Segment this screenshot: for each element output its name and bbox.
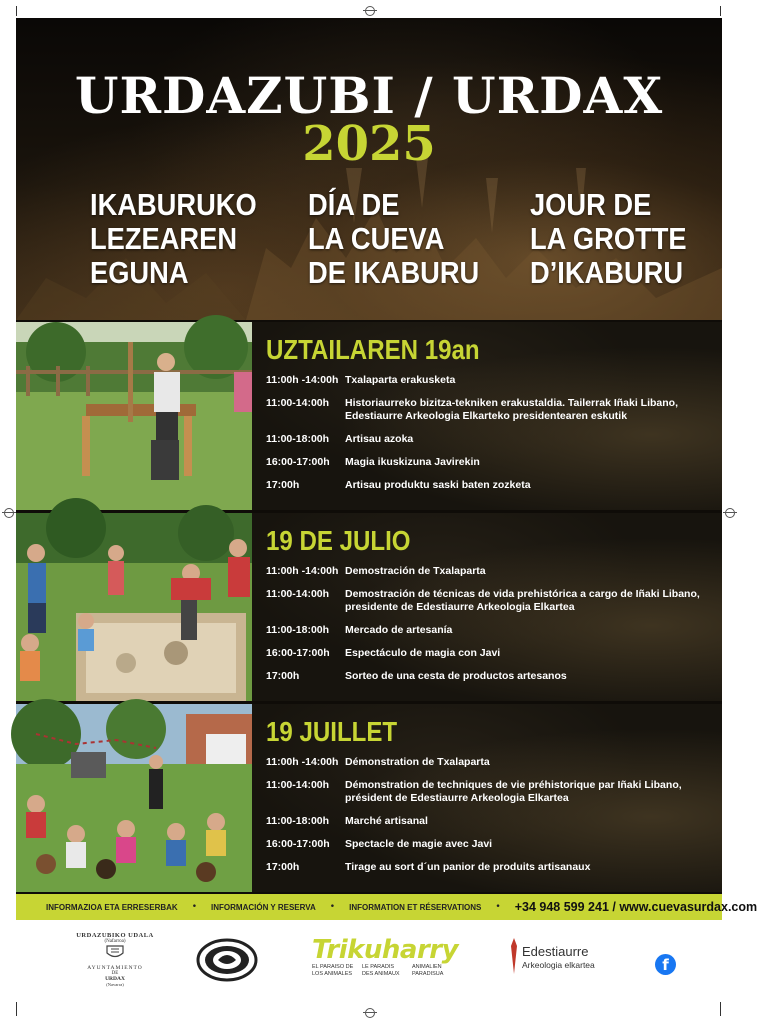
logo-text: Edestiaurre: [522, 944, 589, 959]
title-basque: [90, 188, 257, 290]
activity: Artisau azoka: [345, 433, 414, 445]
activity: Démonstration de techniques de vie préhistorique par Iñaki Libano, président de Edestiaurre Arkeologia Elkartea: [345, 779, 682, 804]
schedule-row: [266, 624, 718, 637]
time: 11:00-14:00h: [266, 779, 330, 791]
section-title: UZTAILAREN 19an: [266, 334, 480, 365]
schedule-row: [266, 779, 718, 805]
title-line: LEZEAREN: [90, 221, 238, 256]
time: 11:00-18:00h: [266, 624, 330, 636]
schedule-row: [266, 565, 718, 578]
time: 11:00-14:00h: [266, 397, 330, 409]
urdazubi-council-logo: [70, 932, 160, 987]
crop-mark: [720, 1002, 721, 1016]
schedule-row: [266, 588, 718, 614]
time: 17:00h: [266, 670, 300, 682]
time: 11:00-18:00h: [266, 433, 330, 445]
title-line: IKABURUKO: [90, 187, 257, 222]
time: 11:00h -14:00h: [266, 374, 339, 386]
bullet: •: [329, 902, 336, 912]
logo-text: Arkeologia elkartea: [522, 960, 595, 970]
crop-mark: [16, 1002, 17, 1016]
schedule-row: [266, 861, 718, 874]
schedule-basque: [16, 322, 722, 510]
time: 17:00h: [266, 479, 300, 491]
activity: Spectacle de magie avec Javi: [345, 838, 493, 850]
schedule-row: [266, 479, 718, 492]
title-line: JOUR DE: [530, 187, 652, 222]
coat-of-arms-icon: [105, 944, 125, 960]
schedule-spanish: [16, 513, 722, 701]
activity: Magia ikuskizuna Javirekin: [345, 456, 480, 468]
activity: Tirage au sort d´un panior de produits artisanaux: [345, 861, 591, 873]
title-french: [530, 188, 687, 290]
logo-text: LE PARADIS DES ANIMAUX: [362, 964, 400, 977]
schedule-list: [266, 756, 718, 884]
main-title: URDAZUBI / URDAX: [74, 66, 664, 125]
photo-workshop: [16, 513, 252, 701]
section-title: 19 JUILLET: [266, 716, 398, 747]
info-label-spanish: INFORMACIÓN Y RESERVA: [211, 902, 316, 912]
photo-magic-show: [16, 704, 252, 892]
registration-mark-icon: [365, 1008, 375, 1018]
time: 17:00h: [266, 861, 300, 873]
activity: Demostración de técnicas de vida prehistórica a cargo de Iñaki Libano, presidente de Edestiaurre Arkeologia Elkartea: [345, 588, 700, 613]
title-line: DÍA DE: [308, 187, 400, 222]
activity: Txalaparta erakusketa: [345, 374, 456, 386]
edestiaurre-logo: [512, 938, 612, 970]
schedule-list: [266, 374, 718, 502]
sponsor-logos: [0, 928, 738, 988]
registration-mark-icon: [4, 508, 14, 518]
logo-text: (Navarra): [106, 982, 124, 987]
logo-text: AYUNTAMIENTO: [87, 965, 143, 971]
activity: Sorteo de una cesta de productos artesanos: [345, 670, 567, 682]
time: 16:00-17:00h: [266, 647, 330, 659]
bullet: •: [495, 902, 501, 912]
schedule-row: [266, 433, 718, 446]
info-label-basque: INFORMAZIOA ETA ERRESERBAK: [46, 902, 178, 912]
facebook-icon[interactable]: f: [655, 954, 676, 975]
year: 2025: [302, 116, 436, 172]
time: 11:00-14:00h: [266, 588, 330, 600]
crop-mark: [720, 6, 721, 16]
activity: Mercado de artesanía: [345, 624, 453, 636]
time: 16:00-17:00h: [266, 838, 330, 850]
schedule-row: [266, 838, 718, 851]
time: 11:00h -14:00h: [266, 756, 339, 768]
schedule-row: [266, 756, 718, 769]
activity: Historiaurreko bizitza-tekniken erakustaldia. Tailerrak Iñaki Libano, Edestiaurre Arkeologia Elkarteko presidentearen eskutik: [345, 397, 678, 422]
bullet: •: [191, 902, 198, 912]
time: 11:00-18:00h: [266, 815, 330, 827]
contact-link[interactable]: +34 948 599 241 / www.cuevasurdax.com: [514, 900, 757, 914]
schedule-row: [266, 374, 718, 387]
schedule-row: [266, 670, 718, 683]
header: [16, 18, 722, 320]
logo-text: (Nafarroa): [104, 939, 126, 944]
activity: Artisau produktu saski baten zozketa: [345, 479, 531, 491]
title-spanish: [308, 188, 479, 290]
title-line: DE IKABURU: [308, 255, 480, 290]
title-line: LA GROTTE: [530, 221, 687, 256]
time: 16:00-17:00h: [266, 456, 330, 468]
contact-band: [16, 894, 757, 920]
activity: Démonstration de Txalaparta: [345, 756, 490, 768]
activity: Espectáculo de magia con Javi: [345, 647, 501, 659]
activity: Demostración de Txalaparta: [345, 565, 486, 577]
schedule-row: [266, 397, 718, 423]
time: 11:00h -14:00h: [266, 565, 339, 577]
spear-icon: [510, 938, 518, 974]
registration-mark-icon: [365, 6, 375, 16]
schedule-row: [266, 647, 718, 660]
schedule-french: [16, 704, 722, 892]
crop-mark: [16, 6, 17, 16]
logo-text: URDAZUBIKO UDALA: [76, 932, 154, 939]
schedule-list: [266, 565, 718, 693]
activity: Marché artisanal: [345, 815, 428, 827]
poster: [16, 18, 757, 920]
title-line: D’IKABURU: [530, 255, 684, 290]
logo-text: URDAX: [105, 976, 125, 982]
logo-text: DE: [111, 971, 119, 976]
title-line: EGUNA: [90, 255, 189, 290]
schedule-row: [266, 456, 718, 469]
photo-txalaparta: [16, 322, 252, 510]
cave-seal-logo: [196, 938, 258, 982]
logo-text: Trikuharry: [312, 935, 459, 965]
registration-mark-icon: [725, 508, 735, 518]
section-title: 19 DE JULIO: [266, 525, 411, 556]
title-line: LA CUEVA: [308, 221, 445, 256]
logo-text: ANIMALIEN PARADISUA: [412, 964, 444, 977]
logo-text: EL PARAISO DE LOS ANIMALES: [312, 964, 354, 977]
info-label-french: INFORMATION ET RÉSERVATIONS: [349, 902, 482, 912]
trikuharri-logo: [312, 935, 459, 977]
schedule-row: [266, 815, 718, 828]
